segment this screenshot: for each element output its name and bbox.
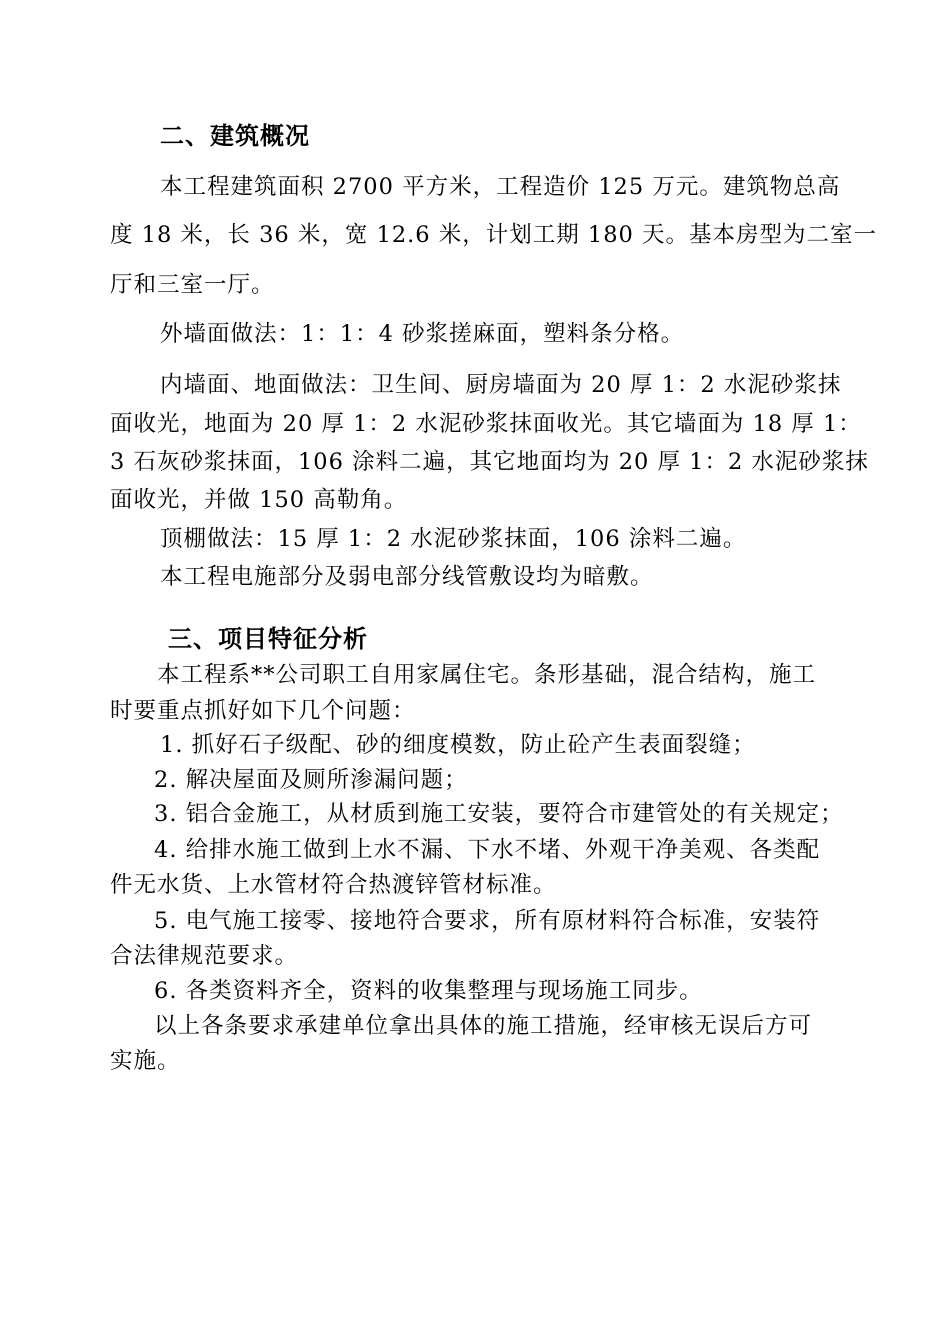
paragraph-line: 厅和三室一厅。 (110, 272, 275, 298)
paragraph-line: 本工程电施部分及弱电部分线管敷设均为暗敷。 (160, 564, 654, 590)
section-heading-project-features: 三、项目特征分析 (168, 625, 368, 653)
paragraph-line: 外墙面做法：1：1：4 砂浆搓麻面，塑料条分格。 (160, 321, 685, 347)
paragraph-line: 度 18 米，长 36 米，宽 12.6 米，计划工期 180 天。基本房型为二室一 (110, 222, 878, 248)
list-item: 6. 各类资料齐全，资料的收集整理与现场施工同步。 (154, 978, 703, 1004)
list-item: 2. 解决屋面及厕所渗漏问题； (154, 767, 468, 793)
section-heading-building-overview: 二、建筑概况 (160, 122, 310, 150)
paragraph-line: 以上各条要求承建单位拿出具体的施工措施，经审核无误后方可 (154, 1013, 813, 1039)
paragraph-line: 实施。 (110, 1048, 181, 1074)
paragraph-line: 顶棚做法：15 厚 1：2 水泥砂浆抹面，106 涂料二遍。 (160, 526, 747, 552)
list-item: 5. 电气施工接零、接地符合要求，所有原材料符合标准，安装符 (154, 908, 821, 934)
list-item-continuation: 件无水货、上水管材符合热渡锌管材标准。 (110, 872, 557, 898)
list-item-continuation: 合法律规范要求。 (110, 943, 299, 969)
list-item: 4. 给排水施工做到上水不漏、下水不堵、外观干净美观、各类配 (154, 837, 821, 863)
list-item: 1. 抓好石子级配、砂的细度模数，防止砼产生表面裂缝； (160, 732, 756, 758)
paragraph-line: 内墙面、地面做法：卫生间、厨房墙面为 20 厚 1：2 水泥砂浆抹 (160, 372, 842, 398)
paragraph-line: 时要重点抓好如下几个问题： (110, 698, 416, 724)
paragraph-line: 本工程系**公司职工自用家属住宅。条形基础，混合结构，施工 (157, 662, 817, 688)
paragraph-line: 面收光，地面为 20 厚 1：2 水泥砂浆抹面收光。其它墙面为 18 厚 1： (110, 411, 862, 437)
paragraph-line: 3 石灰砂浆抹面，106 涂料二遍，其它地面均为 20 厚 1：2 水泥砂浆抹 (110, 449, 869, 475)
list-item: 3. 铝合金施工，从材质到施工安装，要符合市建管处的有关规定； (154, 801, 844, 827)
paragraph-line: 面收光，并做 150 高勒角。 (110, 487, 408, 513)
paragraph-line: 本工程建筑面积 2700 平方米，工程造价 125 万元。建筑物总高 (160, 174, 841, 200)
